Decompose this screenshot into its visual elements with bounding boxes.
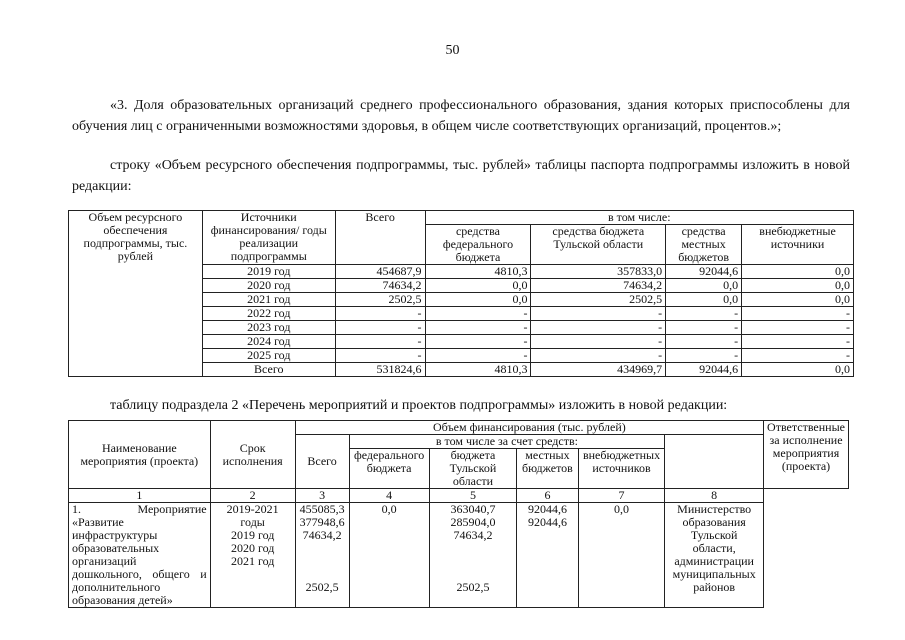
paragraph-resource-intro: строку «Объем ресурсного обеспечения подпрограммы, тыс. рублей» таблицы паспорта подпрограммы изложить в новой редакции: [72, 158, 850, 194]
total-header: Всего [335, 211, 425, 265]
extra-header: внебюджетных источников [578, 449, 665, 489]
local-cell: 92044,6 92044,6 [517, 503, 579, 608]
table-row: 2025 год - - - - - [69, 349, 854, 363]
table-row-total: Всего 531824,6 4810,3 434969,7 92044,6 0,0 [69, 363, 854, 377]
reg-header: средства бюджета Тульской области [531, 225, 666, 265]
column-numbers-row: 1 2 3 4 5 6 7 8 [69, 489, 849, 503]
table-row: 2020 год 74634,2 0,0 74634,2 0,0 0,0 [69, 279, 854, 293]
local-header: местных бюджетов [517, 449, 579, 489]
measures-table [68, 420, 849, 608]
table-row: 2019 год 454687,9 4810,3 357833,0 92044,6 0,0 [69, 265, 854, 279]
measure-name-cell: 1. Мероприятие «Развитие инфраструктуры образовательных организаций дошкольного, общего и дополнительного образования детей» [69, 503, 211, 608]
including-header: в том числе за счет средств: [349, 435, 665, 449]
fed-header: федерального бюджета [349, 449, 429, 489]
local-header: средства местных бюджетов [666, 225, 742, 265]
term-header: Срок исполнения [210, 421, 295, 489]
measure-name-header: Наименование мероприятия (проекта) [69, 421, 211, 489]
extra-header: внебюджетные источники [742, 225, 854, 265]
including-header: в том числе: [425, 211, 853, 225]
term-cell: 2019-2021 годы 2019 год 2020 год 2021 год [210, 503, 295, 608]
page-number: 50 [445, 43, 460, 58]
resource-name-cell: Объем ресурсного обеспечения подпрограммы, тыс. рублей [69, 211, 203, 377]
responsible-header: Ответственные за исполнение мероприятия (проекта) [764, 421, 849, 489]
table-row [69, 503, 849, 608]
reg-cell: 363040,7 285904,0 74634,2 2502,5 [429, 503, 516, 608]
paragraph-indicator-3: «3. Доля образовательных организаций среднего профессионального образования, здания которых приспособлены для обучения лиц с ограниченными возможностями здоровья, в общем числе соответствующих организаций, процентов.»; [72, 98, 850, 134]
table-row: 2024 год - - - - - [69, 335, 854, 349]
total-header: Всего [295, 435, 349, 489]
resource-table [68, 210, 854, 377]
fed-cell: 0,0 [349, 503, 429, 608]
table-row: 2021 год 2502,5 0,0 2502,5 0,0 0,0 [69, 293, 854, 307]
responsible-cell: Министерство образования Тульской области, администрации муниципальных районов [665, 503, 764, 608]
fed-header: средства федерального бюджета [425, 225, 531, 265]
paragraph-table-intro: таблицу подраздела 2 «Перечень мероприятий и проектов подпрограммы» изложить в новой редакции: [110, 398, 728, 413]
volume-header: Объем финансирования (тыс. рублей) [295, 421, 763, 435]
total-cell: 455085,3 377948,6 74634,2 2502,5 [295, 503, 349, 608]
sources-header: Источники финансирования/ годы реализации подпрограммы [202, 211, 335, 265]
table-row: 2022 год - - - - - [69, 307, 854, 321]
reg-header: бюджета Тульской области [429, 449, 516, 489]
table-row: 2023 год - - - - - [69, 321, 854, 335]
extra-cell: 0,0 [578, 503, 665, 608]
